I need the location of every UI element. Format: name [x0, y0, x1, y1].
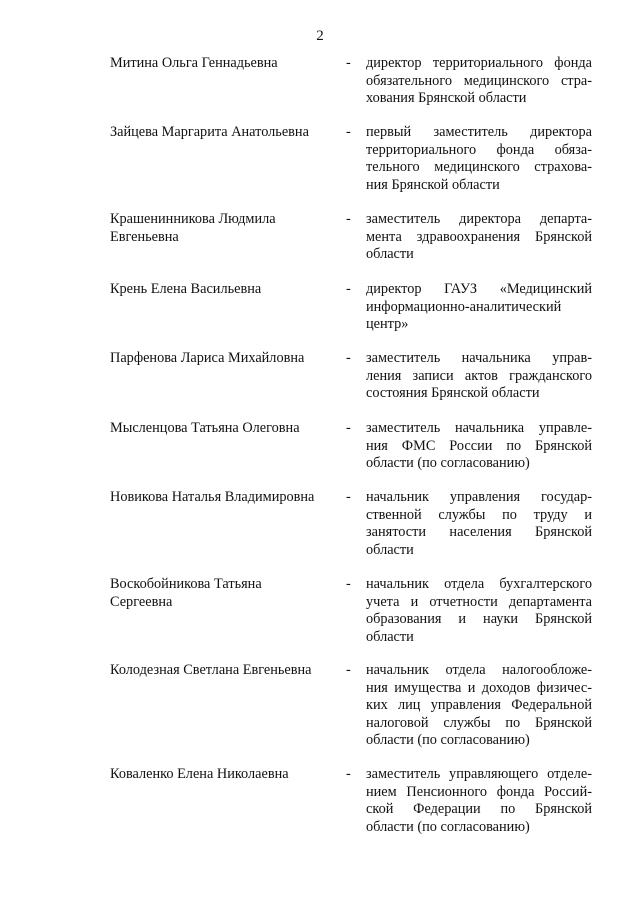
- dash-separator: -: [346, 766, 351, 782]
- position-line: нием Пенсионного фонда Россий-: [366, 783, 592, 800]
- position-line: начальник отдела налогообложе-: [366, 662, 592, 678]
- member-position: [366, 489, 592, 559]
- member-name-line: Колодезная Светлана Евгеньевна: [110, 662, 312, 678]
- member-name: [110, 211, 330, 246]
- member-name: [110, 124, 330, 142]
- position-line: заместитель начальника управле-: [366, 420, 592, 436]
- position-line: налоговой службы по Брянской: [366, 714, 592, 731]
- position-line: центр»: [366, 316, 409, 332]
- member-position: [366, 766, 592, 836]
- member-position: [366, 281, 592, 334]
- member-position: [366, 576, 592, 646]
- member-name: [110, 662, 330, 680]
- position-line: ской Федерации по Брянской: [366, 801, 592, 817]
- position-line: заместитель управляющего отделе-: [366, 766, 592, 782]
- member-name: [110, 489, 330, 507]
- position-line: области: [366, 628, 414, 645]
- member-name-line: Крень Елена Васильевна: [110, 281, 262, 297]
- position-line: территориального фонда обяза-: [366, 141, 592, 158]
- member-position: [366, 350, 592, 403]
- position-line: начальник управления государ-: [366, 489, 592, 505]
- member-name-line: Мысленцова Татьяна Олеговна: [110, 420, 300, 436]
- position-line: первый заместитель директора: [366, 124, 592, 140]
- member-name-line: Митина Ольга Геннадьевна: [110, 55, 278, 71]
- position-line: ственной службы по труду и: [366, 506, 592, 523]
- dash-separator: -: [346, 211, 351, 227]
- member-name: [110, 420, 330, 438]
- position-line: тельного медицинского страхова-: [366, 159, 592, 175]
- member-name-line: Коваленко Елена Николаевна: [110, 766, 289, 782]
- position-line: ких лиц управления Федеральной: [366, 697, 592, 713]
- position-line: ния ФМС России по Брянской: [366, 437, 592, 454]
- position-line: директор ГАУЗ «Медицинский: [366, 281, 592, 297]
- position-line: директор территориального фонда: [366, 55, 592, 71]
- position-line: области: [366, 246, 414, 262]
- member-position: [366, 124, 592, 194]
- position-line: ния имущества и доходов физичес-: [366, 679, 592, 696]
- dash-separator: -: [346, 124, 351, 140]
- member-name-line: Сергеевна: [110, 593, 173, 610]
- member-position: [366, 211, 592, 264]
- member-position: [366, 662, 592, 750]
- member-name: [110, 766, 330, 784]
- member-position: [366, 420, 592, 473]
- dash-separator: -: [346, 350, 351, 366]
- position-line: области (по согласованию): [366, 732, 530, 748]
- position-line: области: [366, 541, 414, 558]
- position-line: начальник отдела бухгалтерского: [366, 576, 592, 592]
- member-name-line: Новикова Наталья Владимировна: [110, 489, 315, 505]
- dash-separator: -: [346, 281, 351, 297]
- position-line: хования Брянской области: [366, 90, 527, 106]
- member-name: [110, 576, 330, 611]
- dash-separator: -: [346, 662, 351, 678]
- position-line: заместитель начальника управ-: [366, 350, 592, 366]
- dash-separator: -: [346, 489, 351, 505]
- position-line: информационно-аналитический: [366, 298, 562, 315]
- member-name-line: Воскобойникова Татьяна: [110, 576, 262, 592]
- member-name-line: Парфенова Лариса Михайловна: [110, 350, 305, 366]
- position-line: состояния Брянской области: [366, 385, 540, 401]
- position-line: области (по согласованию): [366, 818, 530, 835]
- member-name: [110, 281, 330, 299]
- member-name-line: Крашенинникова Людмила: [110, 211, 276, 227]
- dash-separator: -: [346, 576, 351, 592]
- position-line: образования и науки Брянской: [366, 611, 592, 627]
- member-position: [366, 55, 592, 108]
- position-line: занятости населения Брянской: [366, 524, 592, 540]
- dash-separator: -: [346, 55, 351, 71]
- position-line: области (по согласованию): [366, 455, 530, 471]
- position-line: учета и отчетности департамента: [366, 593, 592, 610]
- position-line: заместитель директора департа-: [366, 211, 592, 227]
- member-name-line: Евгеньевна: [110, 228, 179, 245]
- position-line: мента здравоохранения Брянской: [366, 228, 592, 245]
- position-line: обязательного медицинского стра-: [366, 72, 592, 89]
- dash-separator: -: [346, 420, 351, 436]
- position-line: ния Брянской области: [366, 176, 500, 193]
- member-name-line: Зайцева Маргарита Анатольевна: [110, 124, 309, 140]
- member-name: [110, 350, 330, 368]
- position-line: ления записи актов гражданского: [366, 367, 592, 384]
- member-name: [110, 55, 330, 73]
- page-number: 2: [316, 28, 324, 44]
